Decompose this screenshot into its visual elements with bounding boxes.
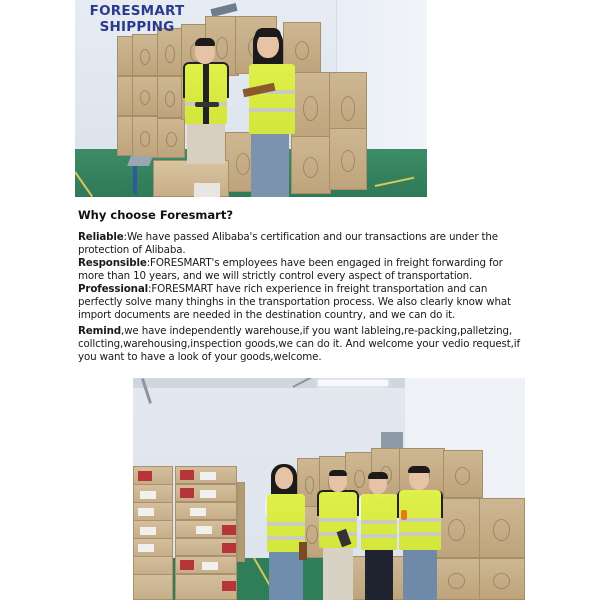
reason-text: We have passed Alibaba's certification and our transactions are under the protection of Alibaba. [78, 231, 498, 256]
reason-reliable: Reliable:We have passed Alibaba's certification and our transactions are under the protection of Alibaba. [78, 231, 498, 256]
reason-text: FORESMART's employees have been engaged in freight forwarding for more than 10 years, and we will strictly control every aspect of transportation. [78, 257, 503, 282]
reason-professional: Professional:FORESMART have rich experience in freight transportation and can perfectly solve many thinghs in the transportation process. We also clearly know what import documents are needed in the destination country, and we can do it. [78, 283, 511, 321]
staff-woman [243, 28, 299, 197]
reason-responsible: Responsible:FORESMART's employees have been engaged in freight forwarding for more than 10 years, and we will strictly control every aspect of transportation. [78, 257, 503, 282]
tablet [195, 102, 219, 107]
warehouse-photo-top [75, 0, 427, 197]
why-choose-section [78, 208, 528, 364]
scale-display [127, 156, 153, 166]
warehouse-photo-bottom [133, 378, 525, 600]
parcel-box [153, 160, 229, 197]
brand-line-1: FORESMART [89, 3, 185, 19]
orange-device [401, 510, 407, 520]
reason-text: FORESMART have rich experience in freight transportation and can perfectly solve many thinghs in the transportation process. We also clearly know what import documents are needed in the destination country, and we can do it. [78, 283, 511, 321]
reason-label: Reliable [78, 231, 124, 243]
reason-text: we have independently warehouse,if you want lableing,re-packing,palletzing, collcting,warehousing,inspection goods,we can do it. And welcome your vedio request,if you want to have a look of your goods,welcome. [78, 325, 520, 363]
notebook [299, 542, 307, 560]
staff-man [317, 470, 359, 600]
section-title: Why choose Foresmart? [78, 208, 234, 222]
brand-overlay [87, 3, 187, 35]
reason-label: Responsible [78, 257, 147, 269]
brand-line-2: SHIPPING [99, 19, 175, 35]
staff-man [181, 38, 231, 164]
staff-woman [261, 464, 311, 600]
reason-label: Remind [78, 325, 121, 337]
reason-label: Professional [78, 283, 149, 295]
staff-man [395, 466, 445, 600]
ceiling-vent [210, 3, 237, 17]
reason-remind: Remind,we have independently warehouse,if you want lableing,re-packing,palletzing, collcting,warehousing,inspection goods,we can do it. And welcome your vedio request,if you want to have a look of your goods,welcome. [78, 325, 520, 363]
